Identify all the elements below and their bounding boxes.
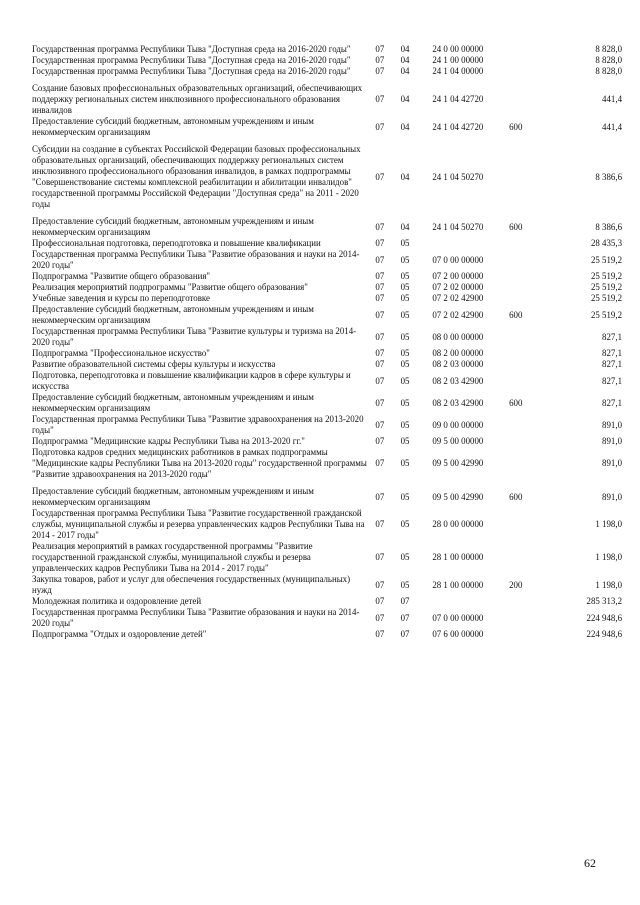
row-target-item-code: 07 2 02 00000: [432, 282, 484, 292]
row-subsection-code: 04: [400, 171, 410, 182]
table-row: [32, 359, 622, 370]
row-subsection-code: 05: [400, 293, 410, 303]
row-target-item-code: 07 2 00 00000: [432, 271, 484, 281]
row-target-item-code: 09 5 00 00000: [432, 436, 484, 446]
row-subsection-code: 05: [400, 519, 410, 529]
row-target-item-code: 07 0 00 00000: [432, 612, 484, 623]
row-name: Государственная программа Республики Тыва "Развитие здравоохранения на 2013-2020 годы": [32, 414, 364, 435]
row-name: Подготовка, переподготовка и повышение квалификации кадров в сфере культуры и искусства: [32, 370, 351, 391]
row-amount: 8 386,6: [595, 221, 622, 232]
row-section-code: 07: [375, 309, 385, 320]
row-amount: 25 519,2: [590, 309, 622, 320]
budget-table: [32, 44, 622, 640]
row-expense-type-code: 200: [509, 579, 523, 590]
row-section-code: 07: [375, 254, 385, 265]
row-name: Молодежная политика и оздоровление детей: [32, 596, 202, 606]
row-amount: 8 386,6: [595, 171, 622, 182]
row-subsection-code: 07: [400, 629, 410, 639]
table-row: [32, 282, 622, 293]
row-expense-type-code: [498, 293, 533, 304]
row-section-code: 07: [375, 282, 385, 292]
row-target-item-code: 09 5 00 42990: [432, 491, 484, 502]
row-section-code: 07: [375, 596, 385, 606]
row-amount: 827,1: [602, 331, 622, 342]
budget-table-body: [32, 44, 622, 640]
row-expense-type-code: [498, 447, 533, 480]
row-subsection-code: 04: [400, 121, 410, 132]
table-row: [32, 541, 622, 574]
row-name: Субсидии на создание в субъектах Российской Федерации базовых профессиональных образовательных организаций, обеспечивающих поддержку региональных систем инклюзивного профессионального образования инвалидов, в рамках подпрограммы "Совершенствование системы комплексной реабилитации и абилитации инвалидов" государственной программы Российской Федерации "Доступная среда" на 2011 - 2020 годы: [32, 144, 361, 209]
row-expense-type-code: [498, 596, 533, 607]
row-section-code: 07: [375, 221, 385, 232]
row-target-item-code: 08 0 00 00000: [432, 331, 484, 342]
row-amount: 827,1: [602, 359, 622, 369]
row-name: Предоставление субсидий бюджетным, автономным учреждениям и иным некоммерческим организациям: [32, 486, 314, 507]
row-expense-type-code: [498, 348, 533, 359]
row-section-code: 07: [375, 348, 385, 358]
row-amount: 891,0: [602, 419, 622, 430]
row-expense-type-code: 600: [509, 397, 523, 408]
row-expense-type-code: [498, 508, 533, 541]
row-amount: 8 828,0: [595, 55, 622, 65]
row-name: Государственная программа Республики Тыва "Развитие государственной гражданской службы, муниципальной службы и резерва управленческих кадров Республики Тыва на 2014 - 2017 годы": [32, 508, 365, 540]
row-section-code: 07: [375, 359, 385, 369]
row-target-item-code: 07 2 02 42900: [432, 309, 484, 320]
row-subsection-code: 05: [400, 579, 410, 590]
row-target-item-code: 07 2 02 42900: [432, 293, 484, 303]
row-expense-type-code: [498, 414, 533, 436]
row-target-item-code: [418, 596, 499, 607]
table-row: [32, 348, 622, 359]
row-amount: 285 313,2: [586, 596, 622, 606]
table-row: [32, 607, 622, 629]
row-section-code: 07: [375, 458, 385, 468]
row-name: Развитие образовательной системы сферы культуры и искусства: [32, 359, 276, 369]
table-row: [32, 138, 622, 210]
row-section-code: 07: [375, 612, 385, 623]
table-row: [32, 238, 622, 249]
row-name: Предоставление субсидий бюджетным, автономным учреждениям и иным некоммерческим организациям: [32, 116, 314, 137]
row-expense-type-code: [498, 541, 533, 574]
row-expense-type-code: [498, 138, 533, 210]
row-expense-type-code: 600: [509, 221, 523, 232]
row-expense-type-code: [498, 44, 533, 55]
row-amount: 28 435,3: [590, 238, 622, 248]
table-row: [32, 293, 622, 304]
table-row: [32, 44, 622, 55]
row-subsection-code: 05: [400, 309, 410, 320]
row-name: Государственная программа Республики Тыва "Доступная среда на 2016-2020 годы": [32, 66, 351, 76]
row-section-code: 07: [375, 66, 385, 76]
row-section-code: 07: [375, 293, 385, 303]
row-name: Профессиональная подготовка, переподготовка и повышение квалификации: [32, 238, 321, 248]
row-section-code: 07: [375, 238, 385, 248]
row-section-code: 07: [375, 121, 385, 132]
row-subsection-code: 05: [400, 458, 410, 468]
table-row: [32, 392, 622, 414]
row-name: Реализация мероприятий подпрограммы "Развитие общего образования": [32, 282, 308, 292]
row-section-code: 07: [375, 375, 385, 386]
row-section-code: 07: [375, 171, 385, 182]
row-section-code: 07: [375, 331, 385, 342]
row-subsection-code: 05: [400, 491, 410, 502]
row-subsection-code: 05: [400, 271, 410, 281]
row-subsection-code: 05: [400, 419, 410, 430]
row-subsection-code: 05: [400, 331, 410, 342]
row-name: Подготовка кадров средних медицинских работников в рамках подпрограммы "Медицинские кадры Республики Тыва на 2013-2020 годы" государственной программы "Развитие здравоохранения на 2013-2020 годы": [32, 447, 367, 479]
row-subsection-code: 07: [400, 612, 410, 623]
row-target-item-code: 09 0 00 00000: [432, 419, 484, 430]
row-subsection-code: 05: [400, 375, 410, 386]
row-name: Государственная программа Республики Тыва "Доступная среда на 2016-2020 годы": [32, 44, 351, 54]
row-section-code: 07: [375, 94, 385, 104]
row-name: Предоставление субсидий бюджетным, автономным учреждениям и иным некоммерческим организациям: [32, 216, 314, 237]
row-amount: 827,1: [602, 348, 622, 358]
row-expense-type-code: [498, 436, 533, 447]
row-target-item-code: 07 0 00 00000: [432, 254, 484, 265]
table-row: [32, 304, 622, 326]
row-subsection-code: 05: [400, 359, 410, 369]
row-expense-type-code: [498, 370, 533, 392]
row-name: Государственная программа Республики Тыва "Развитие образования и науки на 2014-2020 годы": [32, 249, 360, 270]
row-expense-type-code: [498, 271, 533, 282]
row-amount: 8 828,0: [595, 44, 622, 54]
row-name: Создание базовых профессиональных образовательных организаций, обеспечивающих поддержку региональных систем инклюзивного профессионального образования инвалидов: [32, 83, 363, 115]
table-row: [32, 66, 622, 77]
row-name: Подпрограмма "Медицинские кадры Республики Тыва на 2013-2020 гг.": [32, 436, 305, 446]
row-expense-type-code: [498, 249, 533, 271]
row-target-item-code: 24 1 04 00000: [432, 66, 484, 76]
row-target-item-code: 24 1 04 50270: [432, 171, 484, 182]
row-section-code: 07: [375, 491, 385, 502]
row-expense-type-code: 600: [509, 309, 523, 320]
row-name: Предоставление субсидий бюджетным, автономным учреждениям и иным некоммерческим организациям: [32, 304, 314, 325]
row-amount: 827,1: [602, 397, 622, 408]
row-section-code: 07: [375, 419, 385, 430]
table-row: [32, 249, 622, 271]
row-subsection-code: 05: [400, 436, 410, 446]
row-section-code: 07: [375, 436, 385, 446]
row-target-item-code: 08 2 03 42900: [432, 397, 484, 408]
table-row: [32, 116, 622, 138]
row-target-item-code: [418, 238, 499, 249]
table-row: [32, 414, 622, 436]
row-expense-type-code: [498, 607, 533, 629]
row-amount: 1 198,0: [595, 552, 622, 562]
row-name: Государственная программа Республики Тыва "Развитие культуры и туризма на 2014-2020 годы": [32, 326, 357, 347]
row-target-item-code: 24 1 04 50270: [432, 221, 484, 232]
table-row: [32, 271, 622, 282]
table-row: [32, 326, 622, 348]
row-amount: 441,4: [602, 94, 622, 104]
row-subsection-code: 04: [400, 221, 410, 232]
row-amount: 891,0: [602, 436, 622, 446]
row-target-item-code: 07 6 00 00000: [432, 629, 484, 639]
row-subsection-code: 05: [400, 348, 410, 358]
row-expense-type-code: [498, 326, 533, 348]
row-target-item-code: 08 2 00 00000: [432, 348, 484, 358]
table-row: [32, 480, 622, 508]
row-amount: 1 198,0: [595, 579, 622, 590]
row-target-item-code: 24 1 04 42720: [432, 121, 484, 132]
row-section-code: 07: [375, 629, 385, 639]
row-subsection-code: 04: [400, 94, 410, 104]
row-amount: 224 948,6: [586, 629, 622, 639]
row-target-item-code: 24 1 04 42720: [432, 94, 484, 104]
row-target-item-code: 28 1 00 00000: [432, 579, 484, 590]
row-name: Учебные заведения и курсы по переподготовке: [32, 293, 210, 303]
row-expense-type-code: [498, 629, 533, 640]
row-expense-type-code: 600: [509, 491, 523, 502]
row-name: Предоставление субсидий бюджетным, автономным учреждениям и иным некоммерческим организациям: [32, 392, 314, 413]
row-expense-type-code: [498, 66, 533, 77]
row-expense-type-code: [498, 282, 533, 293]
row-expense-type-code: [498, 359, 533, 370]
row-name: Подпрограмма "Отдых и оздоровление детей": [32, 629, 207, 639]
row-name: Реализация мероприятий в рамках государственной программы "Развитие государственной гражданской службы, муниципальной службы и резерва управленческих кадров Республики Тыва на 2014 - 2017 годы": [32, 541, 313, 573]
row-amount: 8 828,0: [595, 66, 622, 76]
row-amount: 441,4: [602, 121, 622, 132]
row-amount: 224 948,6: [586, 612, 622, 623]
table-row: [32, 370, 622, 392]
row-target-item-code: 08 2 03 42900: [432, 375, 484, 386]
row-subsection-code: 04: [400, 55, 410, 65]
row-amount: 891,0: [602, 458, 622, 468]
row-target-item-code: 09 5 00 42990: [432, 458, 484, 468]
table-row: [32, 55, 622, 66]
row-name: Подпрограмма "Развитие общего образования": [32, 271, 211, 281]
table-row: [32, 629, 622, 640]
table-row: [32, 574, 622, 596]
row-subsection-code: 07: [400, 596, 410, 606]
row-amount: 25 519,2: [590, 254, 622, 265]
table-row: [32, 596, 622, 607]
row-target-item-code: 08 2 03 00000: [432, 359, 484, 369]
row-amount: 891,0: [602, 491, 622, 502]
table-row: [32, 508, 622, 541]
row-section-code: 07: [375, 552, 385, 562]
table-row: [32, 436, 622, 447]
row-subsection-code: 05: [400, 254, 410, 265]
row-expense-type-code: 600: [509, 121, 523, 132]
row-section-code: 07: [375, 579, 385, 590]
row-section-code: 07: [375, 55, 385, 65]
row-section-code: 07: [375, 271, 385, 281]
row-name: Государственная программа Республики Тыва "Развитие образования и науки на 2014-2020 годы": [32, 607, 360, 628]
row-amount: 827,1: [602, 375, 622, 386]
row-target-item-code: 28 0 00 00000: [432, 519, 484, 529]
row-amount: 25 519,2: [590, 282, 622, 292]
row-subsection-code: 05: [400, 238, 410, 248]
row-subsection-code: 04: [400, 66, 410, 76]
table-row: [32, 210, 622, 238]
row-section-code: 07: [375, 44, 385, 54]
row-name: Закупка товаров, работ и услуг для обеспечения государственных (муниципальных) нужд: [32, 574, 351, 595]
row-expense-type-code: [498, 238, 533, 249]
row-subsection-code: 05: [400, 282, 410, 292]
row-subsection-code: 04: [400, 44, 410, 54]
row-amount: 1 198,0: [595, 519, 622, 529]
row-target-item-code: 28 1 00 00000: [432, 552, 484, 562]
row-section-code: 07: [375, 519, 385, 529]
table-row: [32, 447, 622, 480]
row-expense-type-code: [498, 77, 533, 116]
table-row: [32, 77, 622, 116]
row-expense-type-code: [498, 55, 533, 66]
page-number: 62: [584, 856, 596, 870]
row-amount: 25 519,2: [590, 271, 622, 281]
row-section-code: 07: [375, 397, 385, 408]
row-name: Государственная программа Республики Тыва "Доступная среда на 2016-2020 годы": [32, 55, 351, 65]
row-amount: 25 519,2: [590, 293, 622, 303]
row-subsection-code: 05: [400, 397, 410, 408]
row-target-item-code: 24 0 00 00000: [432, 44, 484, 54]
row-name: Подпрограмма "Профессиональное искусство": [32, 348, 210, 358]
row-subsection-code: 05: [400, 552, 410, 562]
row-target-item-code: 24 1 00 00000: [432, 55, 484, 65]
